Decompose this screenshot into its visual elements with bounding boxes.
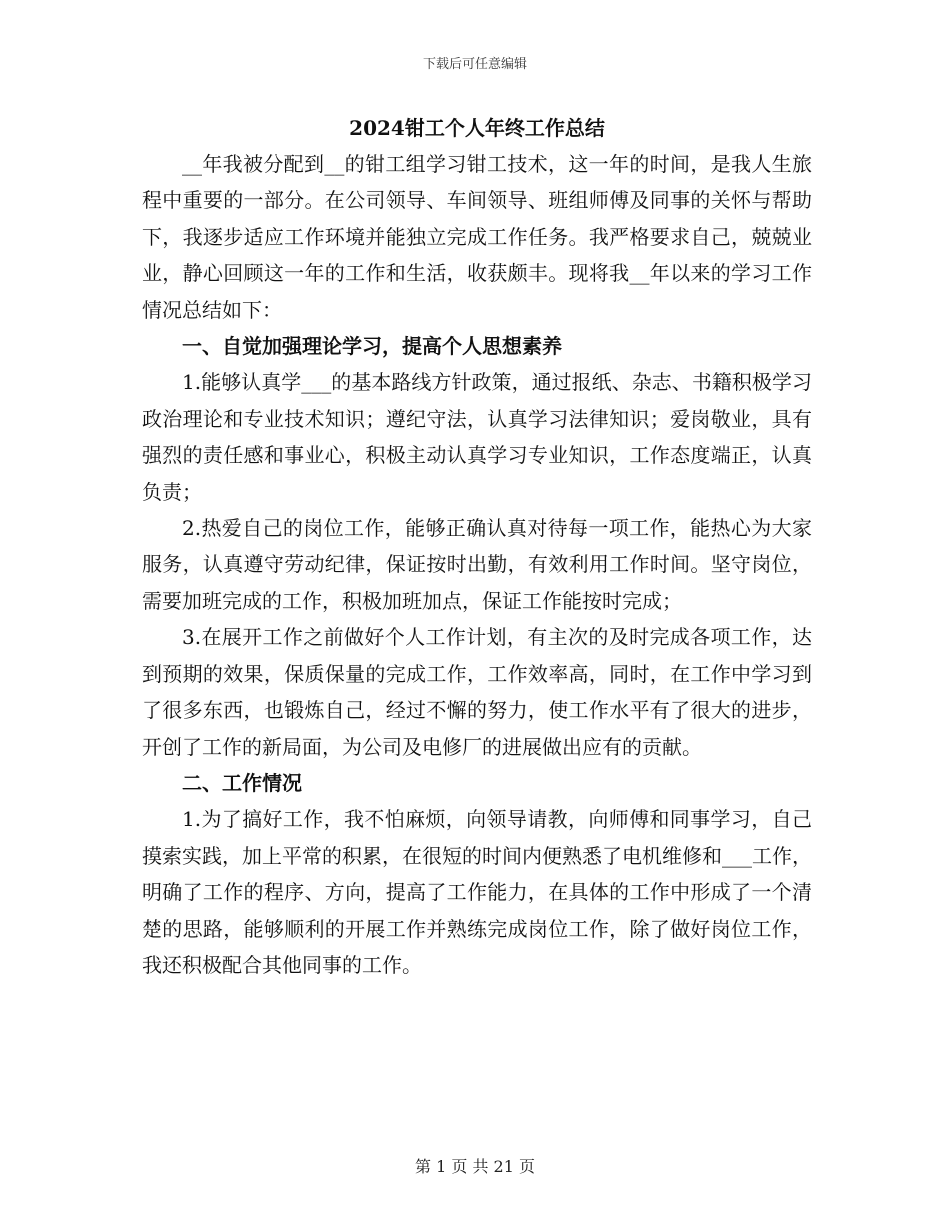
document-body [142,110,812,983]
section-paragraph: 3.在展开工作之前做好个人工作计划，有主次的及时完成各项工作，达到预期的效果，保质保量的完成工作，工作效率高，同时，在工作中学习到了很多东西，也锻炼自己，经过不懈的努力，使工作水平有了很大的进步，开创了工作的新局面，为公司及电修厂的进展做出应有的贡献。 [142,625,812,759]
header-note: 下载后可任意编辑 [422,57,527,72]
intro-paragraph: __年我被分配到__的钳工组学习钳工技术，这一年的时间，是我人生旅程中重要的一部分。在公司领导、车间领导、班组师傅及同事的关怀与帮助下，我逐步适应工作环境并能独立完成工作任务。我严格要求自己，兢兢业业，静心回顾这一年的工作和生活，收获颇丰。现将我__年以来的学习工作情况总结如下： [142,152,812,322]
page-number: 第 1 页 共 21 页 [415,1157,535,1176]
section-paragraph: 1.能够认真学___的基本路线方针政策，通过报纸、杂志、书籍积极学习政治理论和专业技术知识；遵纪守法，认真学习法律知识；爱岗敬业，具有强烈的责任感和事业心，积极主动认真学习专业知识，工作态度端正，认真负责； [142,370,812,504]
section-paragraph: 2.热爱自己的岗位工作，能够正确认真对待每一项工作，能热心为大家服务，认真遵守劳动纪律，保证按时出勤，有效利用工作时间。坚守岗位，需要加班完成的工作，积极加班加点，保证工作能按时完成； [142,516,812,613]
section-paragraph: 1.为了搞好工作，我不怕麻烦，向领导请教，向师傅和同事学习，自己摸索实践，加上平常的积累，在很短的时间内便熟悉了电机维修和___工作，明确了工作的程序、方向，提高了工作能力，在具体的工作中形成了一个清楚的思路，能够顺利的开展工作并熟练完成岗位工作，除了做好岗位工作，我还积极配合其他同事的工作。 [142,807,812,977]
section-heading: 二、工作情况 [182,770,302,795]
section-heading: 一、自觉加强理论学习，提高个人思想素养 [182,334,562,359]
section-2 [142,765,812,983]
document-title: 2024钳工个人年终工作总结 [349,116,605,140]
section-1 [142,328,812,765]
